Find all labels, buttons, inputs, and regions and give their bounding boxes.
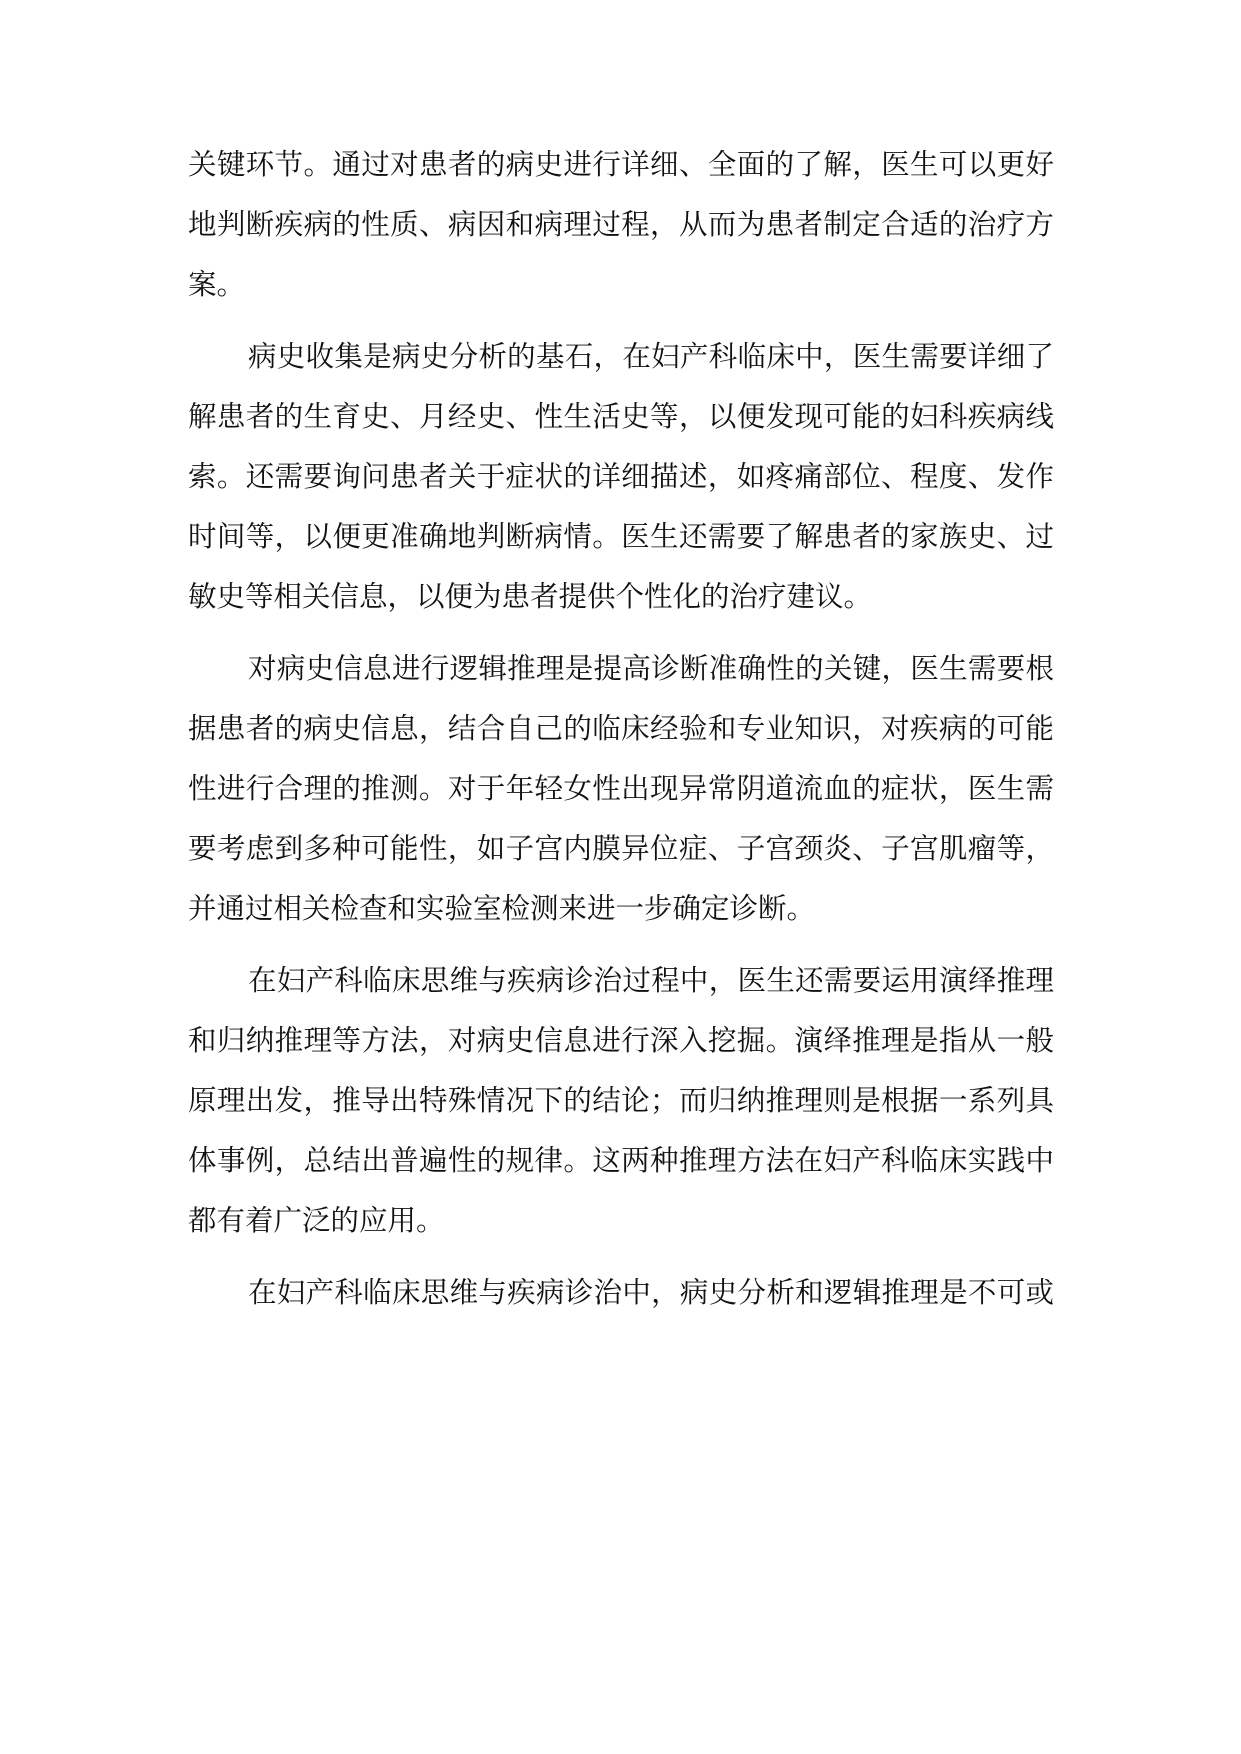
- paragraph-4-line-4: 体事例，总结出普遍性的规律。这两种推理方法在妇产科临床实践中: [188, 1144, 1054, 1177]
- paragraph-3-line-5: 并通过相关检查和实验室检测来进一步确定诊断。: [188, 892, 816, 925]
- paragraph-2-line-5: 敏史等相关信息，以便为患者提供个性化的治疗建议。: [188, 580, 873, 613]
- paragraph-4-line-2: 和归纳推理等方法，对病史信息进行深入挖掘。演绎推理是指从一般: [188, 1024, 1054, 1057]
- paragraph-4-line-5: 都有着广泛的应用。: [188, 1204, 445, 1237]
- paragraph-3-line-4: 要考虑到多种可能性，如子宫内膜异位症、子宫颈炎、子宫肌瘤等，: [188, 832, 1054, 865]
- paragraph-3-line-1: 对病史信息进行逻辑推理是提高诊断准确性的关键，医生需要根: [248, 652, 1054, 685]
- paragraph-gap: [188, 939, 1054, 951]
- paragraph-gap: [188, 315, 1054, 327]
- paragraph-gap: [188, 1251, 1054, 1263]
- paragraph-1-line-2: 地判断疾病的性质、病因和病理过程，从而为患者制定合适的治疗方: [188, 208, 1054, 241]
- paragraph-4-line-3: 原理出发，推导出特殊情况下的结论；而归纳推理则是根据一系列具: [188, 1084, 1054, 1117]
- paragraph-2-line-4: 时间等，以便更准确地判断病情。医生还需要了解患者的家族史、过: [188, 520, 1054, 553]
- paragraph-2-line-3: 索。还需要询问患者关于症状的详细描述，如疼痛部位、程度、发作: [188, 460, 1054, 493]
- paragraph-2-line-1: 病史收集是病史分析的基石，在妇产科临床中，医生需要详细了: [248, 340, 1054, 373]
- paragraph-gap: [188, 627, 1054, 639]
- paragraph-3-line-2: 据患者的病史信息，结合自己的临床经验和专业知识，对疾病的可能: [188, 712, 1054, 745]
- paragraph-2-line-2: 解患者的生育史、月经史、性生活史等，以便发现可能的妇科疾病线: [188, 400, 1054, 433]
- paragraph-1-line-1: 关键环节。通过对患者的病史进行详细、全面的了解，医生可以更好: [188, 148, 1054, 181]
- paragraph-1-line-3: 案。: [188, 268, 246, 301]
- paragraph-4-line-1: 在妇产科临床思维与疾病诊治过程中，医生还需要运用演绎推理: [248, 964, 1054, 997]
- paragraph-5-line-1: 在妇产科临床思维与疾病诊治中，病史分析和逻辑推理是不可或: [248, 1276, 1054, 1309]
- paragraph-3-line-3: 性进行合理的推测。对于年轻女性出现异常阴道流血的症状，医生需: [188, 772, 1054, 805]
- document-body: [188, 135, 1054, 1323]
